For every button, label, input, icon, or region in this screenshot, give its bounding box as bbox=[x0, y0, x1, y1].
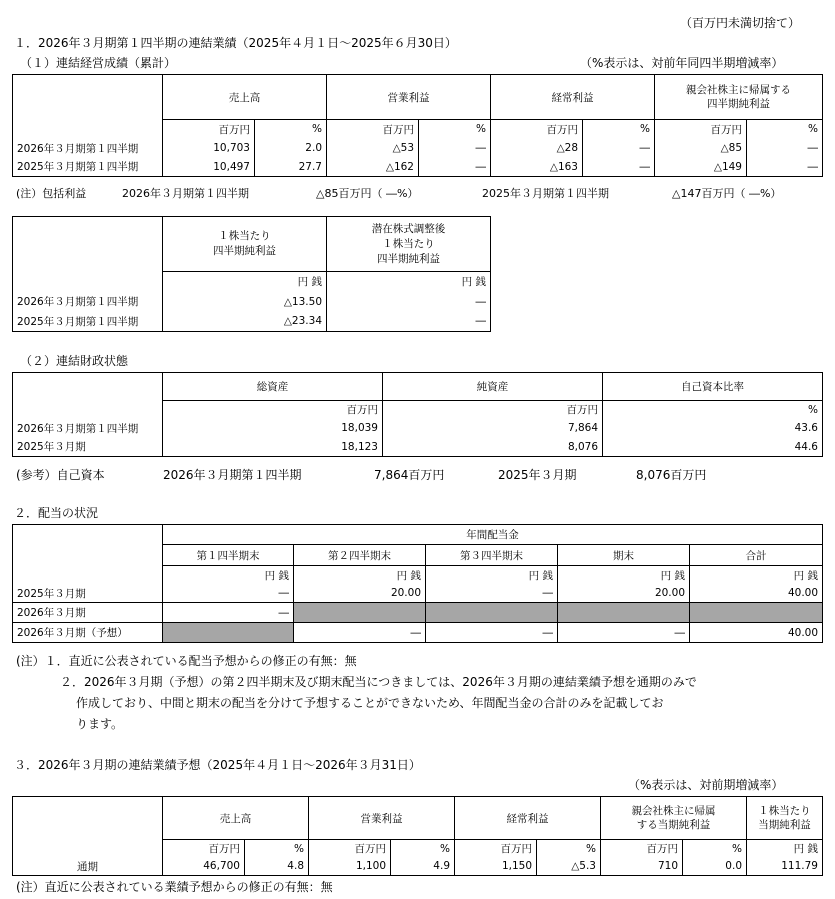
operating-results-table bbox=[12, 74, 823, 177]
forecast-note: （%表示は、対前期増減率） bbox=[628, 778, 784, 792]
header-net-profit-line2: 四半期純利益 bbox=[707, 98, 770, 110]
forecast-footnote: (注）直近に公表されている業績予想からの修正の有無：無 bbox=[16, 880, 333, 894]
row-label: 2026年３月期第１四半期 bbox=[13, 139, 163, 158]
unit-cell: 百万円 bbox=[455, 840, 537, 858]
unit-cell: % bbox=[683, 840, 747, 858]
eps-table bbox=[12, 216, 491, 332]
header-year-end: 期末 bbox=[558, 545, 690, 566]
header-blank bbox=[13, 75, 163, 120]
cell: △163 bbox=[491, 158, 583, 177]
header-eps-line2: 当期純利益 bbox=[758, 819, 811, 831]
comprehensive-income-period1: 2026年３月期第１四半期 bbox=[122, 187, 249, 200]
unit-blank bbox=[13, 840, 163, 858]
row-label: 2026年３月期第１四半期 bbox=[13, 292, 163, 312]
row-label: 2025年３月期 bbox=[13, 438, 163, 457]
unit-cell: % bbox=[747, 120, 823, 139]
cell: ― bbox=[426, 585, 558, 603]
cell: 20.00 bbox=[558, 585, 690, 603]
section1-title: １．2026年３月期第１四半期の連結業績（2025年４月１日～2025年６月30日） bbox=[14, 36, 457, 50]
unit-cell: 百万円 bbox=[163, 120, 255, 139]
shaded-cell bbox=[558, 603, 690, 623]
header-q2: 第２四半期末 bbox=[294, 545, 426, 566]
equity-ref-period2: 2025年３月期 bbox=[498, 468, 577, 482]
header-diluted-eps-line1: 潜在株式調整後 bbox=[371, 222, 446, 235]
cell: 18,123 bbox=[163, 438, 383, 457]
header-operating-profit: 営業利益 bbox=[327, 75, 491, 120]
header-net-profit bbox=[655, 75, 823, 120]
cell: 4.8 bbox=[245, 858, 309, 876]
cell: 111.79 bbox=[747, 858, 823, 876]
unit-cell: 円 銭 bbox=[294, 566, 426, 585]
header-sales: 売上高 bbox=[163, 797, 309, 840]
unit-cell: % bbox=[583, 120, 655, 139]
header-net-assets: 純資産 bbox=[383, 373, 603, 401]
section3-title: ３．2026年３月期の連結業績予想（2025年４月１日～2026年３月31日） bbox=[14, 758, 421, 772]
header-net-profit-line1: 親会社株主に帰属する bbox=[686, 84, 791, 96]
dividend-note-4: ります。 bbox=[76, 717, 124, 731]
unit-blank bbox=[13, 120, 163, 139]
unit-cell: % bbox=[603, 401, 823, 419]
header-eps-line1: １株当たり bbox=[758, 805, 811, 817]
header-blank bbox=[13, 545, 163, 566]
row-label: 2025年３月期第１四半期 bbox=[13, 158, 163, 177]
dividend-note-1: (注）１．直近に公表されている配当予想からの修正の有無：無 bbox=[16, 654, 357, 668]
unit-cell: 百万円 bbox=[163, 840, 245, 858]
header-sales: 売上高 bbox=[163, 75, 327, 120]
cell: ― bbox=[747, 139, 823, 158]
row-label: 2025年３月期 bbox=[13, 585, 163, 603]
cell: 1,100 bbox=[309, 858, 391, 876]
unit-cell: % bbox=[255, 120, 327, 139]
comprehensive-income-value2: △147百万円（ ―%） bbox=[672, 187, 782, 200]
header-blank bbox=[13, 217, 163, 272]
cell: 2.0 bbox=[255, 139, 327, 158]
header-ordinary-profit: 経常利益 bbox=[455, 797, 601, 840]
unit-cell: 百万円 bbox=[491, 120, 583, 139]
unit-cell: 百万円 bbox=[383, 401, 603, 419]
cell: △85 bbox=[655, 139, 747, 158]
cell: 0.0 bbox=[683, 858, 747, 876]
cell: △5.3 bbox=[537, 858, 601, 876]
cell: △162 bbox=[327, 158, 419, 177]
unit-blank bbox=[13, 566, 163, 585]
dividend-table bbox=[12, 524, 823, 643]
header-diluted-eps bbox=[327, 217, 491, 272]
comprehensive-income-label: (注）包括利益 bbox=[16, 187, 87, 200]
cell: 710 bbox=[601, 858, 683, 876]
unit-cell: % bbox=[391, 840, 455, 858]
row-label: 2026年３月期（予想） bbox=[13, 623, 163, 643]
cell: 20.00 bbox=[294, 585, 426, 603]
cell: ― bbox=[163, 585, 294, 603]
header-q3: 第３四半期末 bbox=[426, 545, 558, 566]
header-ordinary-profit: 経常利益 bbox=[491, 75, 655, 120]
header-net-profit-line1: 親会社株主に帰属 bbox=[631, 805, 716, 817]
header-diluted-eps-line2: １株当たり bbox=[382, 237, 435, 250]
cell: 27.7 bbox=[255, 158, 327, 177]
unit-blank bbox=[13, 272, 163, 292]
cell: 10,703 bbox=[163, 139, 255, 158]
header-total: 合計 bbox=[690, 545, 823, 566]
cell: 7,864 bbox=[383, 419, 603, 438]
row-label: 2025年３月期第１四半期 bbox=[13, 312, 163, 332]
header-annual-dividend: 年間配当金 bbox=[163, 525, 823, 545]
cell: ― bbox=[426, 623, 558, 643]
equity-ref-value1: 7,864百万円 bbox=[374, 468, 445, 482]
cell: 46,700 bbox=[163, 858, 245, 876]
dividend-note-3: 作成しており、中間と期末の配当を分けて予想することができないため、年間配当金の合計のみを記載してお bbox=[76, 696, 664, 710]
unit-cell: 円 銭 bbox=[690, 566, 823, 585]
equity-ref-period1: 2026年３月期第１四半期 bbox=[163, 468, 302, 482]
cell: △28 bbox=[491, 139, 583, 158]
header-blank bbox=[13, 373, 163, 401]
cell: ― bbox=[327, 292, 491, 312]
financial-position-title: （２）連結財政状態 bbox=[20, 354, 129, 368]
unit-cell: 円 銭 bbox=[163, 272, 327, 292]
cell: ― bbox=[583, 158, 655, 177]
forecast-table bbox=[12, 796, 823, 876]
unit-cell: 百万円 bbox=[309, 840, 391, 858]
cell: 44.6 bbox=[603, 438, 823, 457]
header-q1: 第１四半期末 bbox=[163, 545, 294, 566]
cell: 10,497 bbox=[163, 158, 255, 177]
unit-cell: 円 銭 bbox=[163, 566, 294, 585]
unit-cell: 円 銭 bbox=[426, 566, 558, 585]
equity-ref-label: (参考）自己資本 bbox=[16, 468, 105, 482]
cell: 4.9 bbox=[391, 858, 455, 876]
header-eps-line1: １株当たり bbox=[218, 230, 271, 242]
unit-cell: % bbox=[419, 120, 491, 139]
cell: 18,039 bbox=[163, 419, 383, 438]
header-eps-line2: 四半期純利益 bbox=[213, 245, 276, 257]
cell: ― bbox=[327, 312, 491, 332]
shaded-cell bbox=[690, 603, 823, 623]
dividend-note-2: ２．2026年３月期（予想）の第２四半期末及び期末配当につきましては、2026年３月期の連結業績予想を通期のみで bbox=[60, 675, 697, 689]
cell: ― bbox=[583, 139, 655, 158]
cell: △23.34 bbox=[163, 312, 327, 332]
header-diluted-eps-line3: 四半期純利益 bbox=[377, 252, 440, 265]
unit-cell: % bbox=[537, 840, 601, 858]
cell: ― bbox=[163, 603, 294, 623]
unit-cell: 円 銭 bbox=[327, 272, 491, 292]
cell: ― bbox=[419, 158, 491, 177]
unit-cell: 円 銭 bbox=[747, 840, 823, 858]
comprehensive-income-value1: △85百万円（ ―%） bbox=[316, 187, 419, 200]
unit-cell: 百万円 bbox=[655, 120, 747, 139]
header-eps bbox=[747, 797, 823, 840]
unit-cell: 百万円 bbox=[601, 840, 683, 858]
unit-blank bbox=[13, 401, 163, 419]
unit-cell: 百万円 bbox=[327, 120, 419, 139]
cell: △13.50 bbox=[163, 292, 327, 312]
row-label: 2026年３月期第１四半期 bbox=[13, 419, 163, 438]
header-eps bbox=[163, 217, 327, 272]
row-label: 2026年３月期 bbox=[13, 603, 163, 623]
comprehensive-income-period2: 2025年３月期第１四半期 bbox=[482, 187, 609, 200]
cell: 43.6 bbox=[603, 419, 823, 438]
operating-results-title: （１）連結経営成績（累計） bbox=[20, 56, 177, 70]
cell: 40.00 bbox=[690, 623, 823, 643]
cell: ― bbox=[558, 623, 690, 643]
cell: ― bbox=[747, 158, 823, 177]
header-operating-profit: 営業利益 bbox=[309, 797, 455, 840]
shaded-cell bbox=[294, 603, 426, 623]
unit-cell: % bbox=[245, 840, 309, 858]
cell: 40.00 bbox=[690, 585, 823, 603]
cell: ― bbox=[294, 623, 426, 643]
cell: 1,150 bbox=[455, 858, 537, 876]
shaded-cell bbox=[426, 603, 558, 623]
equity-ref-value2: 8,076百万円 bbox=[636, 468, 707, 482]
header-net-profit-line2: する当期純利益 bbox=[636, 819, 711, 831]
row-label: 通期 bbox=[13, 858, 163, 876]
financial-position-table bbox=[12, 372, 823, 457]
operating-results-note: （%表示は、対前年同四半期増減率） bbox=[580, 56, 784, 70]
header-blank bbox=[13, 525, 163, 545]
section2-title: ２．配当の状況 bbox=[14, 506, 99, 520]
header-net-profit bbox=[601, 797, 747, 840]
shaded-cell bbox=[163, 623, 294, 643]
header-blank bbox=[13, 797, 163, 840]
unit-cell: 円 銭 bbox=[558, 566, 690, 585]
header-total-assets: 総資産 bbox=[163, 373, 383, 401]
unit-note: （百万円未満切捨て） bbox=[680, 16, 801, 30]
cell: △149 bbox=[655, 158, 747, 177]
header-equity-ratio: 自己資本比率 bbox=[603, 373, 823, 401]
cell: △53 bbox=[327, 139, 419, 158]
unit-cell: 百万円 bbox=[163, 401, 383, 419]
cell: ― bbox=[419, 139, 491, 158]
cell: 8,076 bbox=[383, 438, 603, 457]
